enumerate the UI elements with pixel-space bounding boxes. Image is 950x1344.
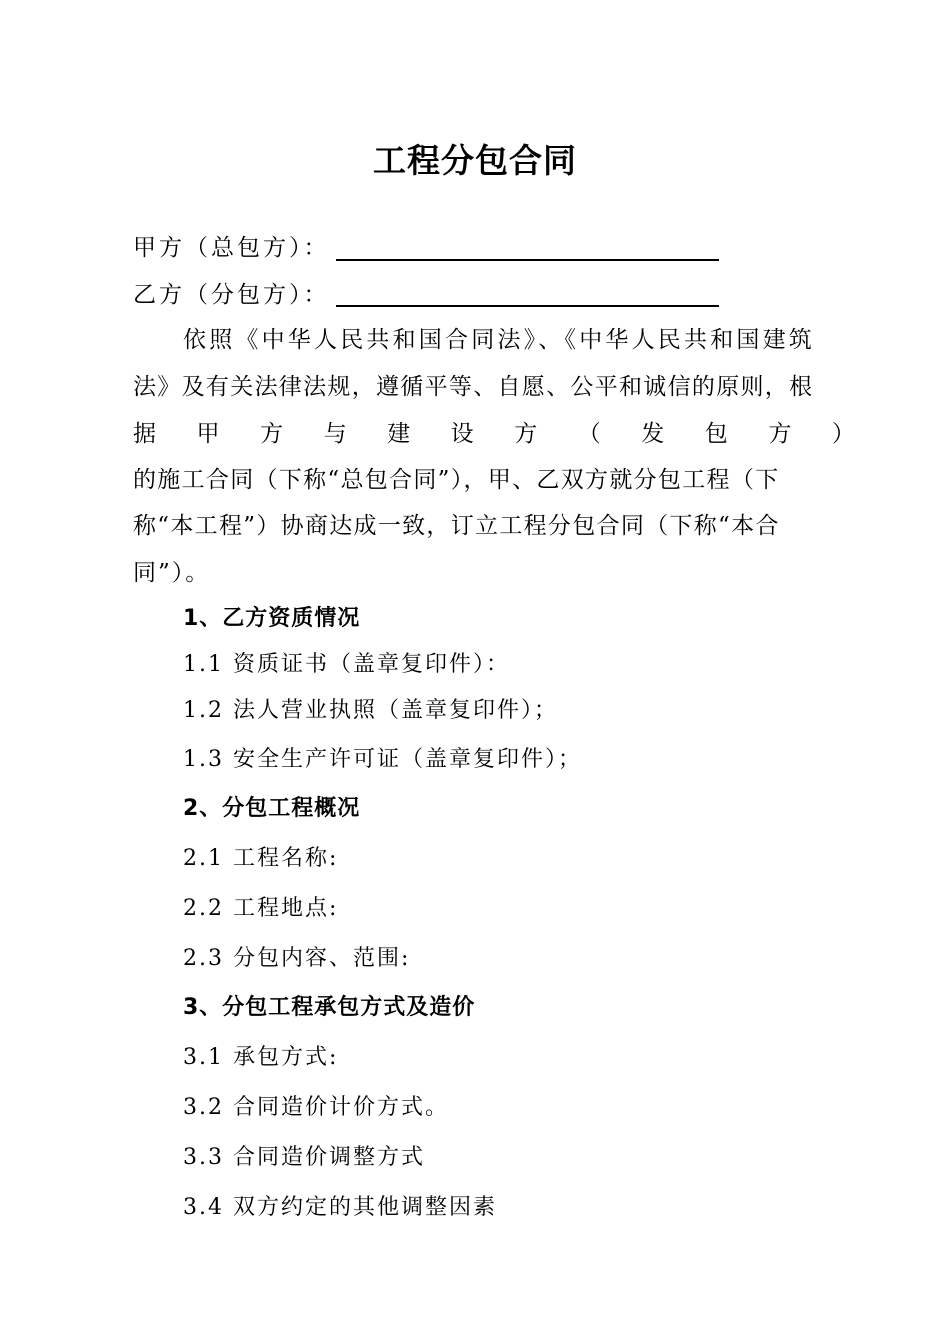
intro-line-6 (133, 558, 855, 588)
section-3-item-3: 3.3 合同造价调整方式 (183, 1145, 425, 1170)
intro-line-6-text: 同”）。 (133, 560, 211, 586)
intro-line-3-char: 与 (323, 421, 347, 447)
intro-line-3-char: 设 (450, 421, 474, 447)
intro-line-1 (183, 325, 855, 355)
party-a-label: 甲方（总包方）： (133, 235, 330, 261)
intro-line-3-char: 包 (704, 421, 728, 447)
intro-line-3-char: 据 (133, 421, 156, 447)
intro-line-3-char: 方 (514, 421, 538, 447)
document-title: 工程分包合同 (373, 141, 577, 180)
intro-line-1-text: 依照《中华人民共和国合同法》、《中华人民共和国建筑 (183, 327, 815, 353)
intro-line-3-char: 建 (387, 421, 411, 447)
party-a-blank-line (336, 259, 719, 261)
intro-line-2-text: 法》及有关法律法规，遵循平等、自愿、公平和诚信的原则，根 (133, 374, 814, 400)
intro-line-4-text: 的施工合同（下称“总包合同”），甲、乙双方就分包工程（下 (133, 467, 780, 493)
party-b-label: 乙方（分包方）： (133, 282, 330, 308)
intro-line-5-text: 称“本工程”）协商达成一致，订立工程分包合同（下称“本合 (133, 513, 780, 539)
section-1-heading: 1、乙方资质情况 (183, 606, 361, 631)
section-3-item-4: 3.4 双方约定的其他调整因素 (183, 1195, 497, 1220)
intro-line-3-char: 发 (641, 421, 665, 447)
party-b-blank-line (336, 305, 719, 307)
section-2-item-1: 2.1 工程名称: (183, 846, 339, 871)
section-2-item-3: 2.3 分包内容、范围: (183, 946, 411, 971)
intro-line-2 (133, 372, 855, 402)
intro-line-3-char: （ (577, 421, 601, 447)
intro-line-3-char: 甲 (196, 421, 220, 447)
section-3-item-1: 3.1 承包方式: (183, 1045, 339, 1070)
intro-line-3 (133, 419, 855, 449)
section-2-heading: 2、分包工程概况 (183, 796, 361, 821)
section-1-item-3: 1.3 安全生产许可证（盖章复印件）； (183, 747, 582, 772)
intro-line-3-char: 方 (768, 421, 792, 447)
section-3-heading: 3、分包工程承包方式及造价 (183, 995, 476, 1020)
intro-line-3-char: ） (831, 421, 855, 447)
intro-line-5 (133, 511, 855, 541)
section-2-item-2: 2.2 工程地点: (183, 896, 339, 921)
intro-line-3-char: 方 (260, 421, 284, 447)
section-3-item-2: 3.2 合同造价计价方式。 (183, 1095, 449, 1120)
section-1-item-2: 1.2 法人营业执照（盖章复印件）； (183, 698, 558, 723)
section-1-item-1: 1.1 资质证书（盖章复印件）： (183, 652, 510, 677)
intro-line-4 (133, 465, 855, 495)
